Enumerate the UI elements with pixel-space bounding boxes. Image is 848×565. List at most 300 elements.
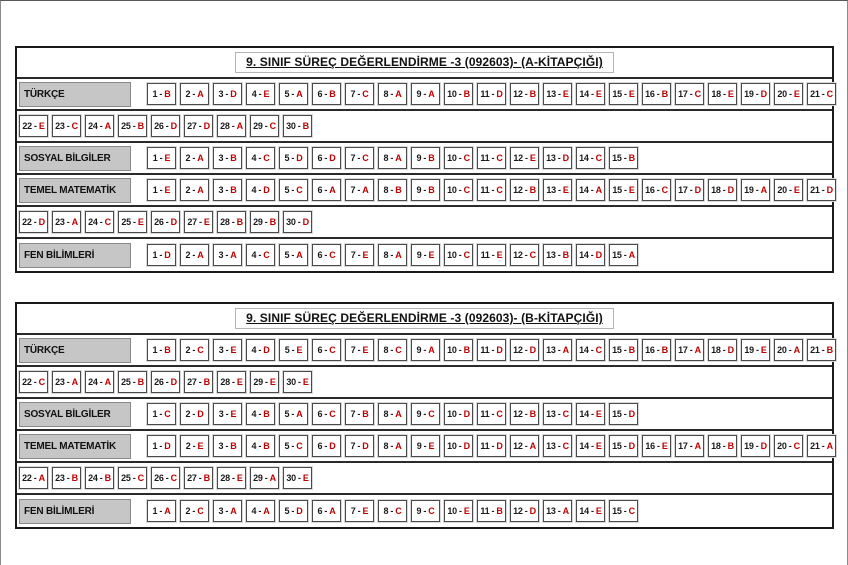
answer-cell	[477, 403, 506, 425]
answer-letter: D	[302, 217, 309, 227]
question-number: 17 -	[678, 345, 695, 355]
answer-letter: C	[395, 345, 402, 355]
answer-letter: B	[263, 441, 270, 451]
answer-letter: D	[362, 441, 369, 451]
answer-letter: C	[197, 506, 204, 516]
question-number: 10 -	[447, 89, 464, 99]
answer-cell	[85, 211, 114, 233]
answer-letter: B	[230, 441, 237, 451]
answer-cell	[184, 115, 213, 137]
answer-cell	[642, 339, 671, 361]
answer-letter: D	[595, 250, 602, 260]
answer-cell	[411, 147, 440, 169]
answer-cell	[741, 435, 770, 457]
question-number: 4 -	[251, 506, 264, 516]
answer-letter: E	[236, 473, 243, 483]
question-number: 1 -	[152, 250, 165, 260]
question-number: 7 -	[350, 409, 363, 419]
answer-letter: A	[395, 250, 402, 260]
answer-letter: C	[104, 217, 111, 227]
answer-cell	[642, 179, 671, 201]
question-number: 13 -	[546, 441, 563, 451]
question-number: 9 -	[416, 185, 429, 195]
question-number: 11 -	[480, 409, 497, 419]
question-number: 14 -	[579, 153, 596, 163]
answer-cell	[477, 147, 506, 169]
subject-row-continuation-line	[17, 111, 832, 143]
subject-row-line	[17, 175, 832, 207]
answer-letter: D	[164, 250, 171, 260]
question-number: 21 -	[810, 185, 827, 195]
answer-letter: A	[296, 409, 303, 419]
question-number: 30 -	[286, 473, 303, 483]
answer-letter: D	[496, 441, 503, 451]
answer-cell	[378, 83, 407, 105]
question-number: 15 -	[612, 441, 629, 451]
answer-letter: C	[562, 441, 569, 451]
answer-letter: B	[203, 377, 210, 387]
answer-letter: C	[826, 89, 833, 99]
answer-cell	[510, 500, 539, 522]
answer-cell	[411, 83, 440, 105]
answer-letter: B	[230, 185, 237, 195]
answer-cell	[19, 115, 48, 137]
answer-cell	[675, 435, 704, 457]
question-number: 15 -	[612, 250, 629, 260]
answer-letter: B	[661, 89, 668, 99]
question-number: 7 -	[350, 441, 363, 451]
answer-letter: D	[203, 121, 210, 131]
answer-cell	[345, 147, 374, 169]
answer-cell	[576, 147, 605, 169]
answer-cell	[312, 179, 341, 201]
question-number: 27 -	[187, 217, 204, 227]
answer-letter: C	[329, 250, 336, 260]
answer-cell	[250, 211, 279, 233]
answer-cell	[543, 179, 572, 201]
answer-letter: D	[38, 217, 45, 227]
question-number: 8 -	[383, 506, 396, 516]
table-title: 9. SINIF SÜREÇ DEĞERLENDİRME -3 (092603)- (B-KİTAPÇIĞI)	[235, 308, 614, 329]
answer-cell	[345, 83, 374, 105]
answer-cell	[180, 244, 209, 266]
answer-letter: C	[263, 250, 270, 260]
answer-cell	[312, 83, 341, 105]
answer-cell	[147, 147, 176, 169]
question-number: 5 -	[284, 250, 297, 260]
answer-cell	[807, 83, 836, 105]
question-number: 1 -	[152, 506, 165, 516]
question-number: 14 -	[579, 250, 596, 260]
question-number: 22 -	[22, 377, 39, 387]
answer-cell	[213, 435, 242, 457]
answer-cell	[444, 403, 473, 425]
answer-letter: A	[236, 121, 243, 131]
answer-cell	[217, 211, 246, 233]
question-number: 2 -	[185, 250, 198, 260]
question-number: 16 -	[645, 89, 662, 99]
answer-cell	[411, 403, 440, 425]
question-number: 12 -	[513, 345, 530, 355]
answer-cell	[510, 403, 539, 425]
question-number: 14 -	[579, 89, 596, 99]
answer-cell	[543, 83, 572, 105]
question-number: 11 -	[480, 250, 497, 260]
question-number: 2 -	[185, 441, 198, 451]
subject-row-line	[17, 143, 832, 175]
answer-letter: E	[137, 217, 144, 227]
question-number: 29 -	[253, 217, 270, 227]
answer-letter: A	[296, 89, 303, 99]
answer-cell	[444, 435, 473, 457]
question-number: 8 -	[383, 441, 396, 451]
question-number: 25 -	[121, 121, 138, 131]
answer-letter: D	[296, 506, 303, 516]
answer-letter: A	[529, 441, 536, 451]
answer-cell	[279, 339, 308, 361]
answer-cell	[180, 147, 209, 169]
question-number: 10 -	[447, 250, 464, 260]
answer-cell	[510, 83, 539, 105]
question-number: 13 -	[546, 506, 563, 516]
answer-letter: C	[137, 473, 144, 483]
answer-letter: A	[71, 217, 78, 227]
answer-letter: C	[562, 409, 569, 419]
answer-letter: C	[496, 153, 503, 163]
answer-cell	[675, 179, 704, 201]
answer-letter: C	[170, 473, 177, 483]
question-number: 4 -	[251, 345, 264, 355]
question-number: 11 -	[480, 441, 497, 451]
answer-letter: C	[496, 409, 503, 419]
question-number: 16 -	[645, 185, 662, 195]
answer-letter: A	[395, 153, 402, 163]
answer-letter: D	[170, 217, 177, 227]
question-number: 25 -	[121, 217, 138, 227]
answer-letter: E	[269, 377, 276, 387]
answer-letter: B	[137, 377, 144, 387]
answer-cell	[576, 500, 605, 522]
answer-letter: A	[562, 345, 569, 355]
answer-cell	[279, 83, 308, 105]
answer-cell	[609, 244, 638, 266]
answer-letter: A	[230, 250, 237, 260]
question-number: 30 -	[286, 121, 303, 131]
question-number: 14 -	[579, 441, 596, 451]
question-number: 12 -	[513, 89, 530, 99]
answer-cell	[477, 339, 506, 361]
answer-cell	[708, 83, 737, 105]
question-number: 26 -	[154, 473, 171, 483]
answer-cell	[609, 339, 638, 361]
answer-cell	[213, 339, 242, 361]
answer-cell	[213, 500, 242, 522]
answer-cell	[642, 435, 671, 457]
subject-label: FEN BİLİMLERİ	[19, 499, 131, 524]
answer-letter: B	[727, 441, 734, 451]
answer-cell	[279, 179, 308, 201]
question-number: 2 -	[185, 153, 198, 163]
answer-letter: D	[463, 409, 470, 419]
answer-cell	[118, 371, 147, 393]
question-number: 28 -	[220, 377, 237, 387]
question-number: 14 -	[579, 345, 596, 355]
answer-cell	[477, 179, 506, 201]
answer-letter: A	[197, 89, 204, 99]
answer-letter: C	[296, 185, 303, 195]
question-number: 1 -	[152, 441, 165, 451]
answer-cell	[675, 339, 704, 361]
question-number: 8 -	[383, 409, 396, 419]
question-number: 13 -	[546, 89, 563, 99]
answer-letter: E	[197, 441, 204, 451]
answer-letter: A	[197, 250, 204, 260]
answer-cell	[250, 371, 279, 393]
answer-cell	[543, 403, 572, 425]
answer-letter: B	[428, 153, 435, 163]
answer-letter: A	[263, 506, 270, 516]
question-number: 12 -	[513, 153, 530, 163]
answer-cell	[741, 339, 770, 361]
question-number: 15 -	[612, 153, 629, 163]
question-number: 1 -	[152, 345, 165, 355]
table-title-row	[17, 48, 832, 79]
question-number: 18 -	[711, 345, 728, 355]
answer-letter: B	[362, 409, 369, 419]
question-number: 15 -	[612, 345, 629, 355]
answer-letter: B	[628, 153, 635, 163]
answer-cell	[250, 115, 279, 137]
answer-cell	[180, 403, 209, 425]
answer-letter: E	[595, 409, 602, 419]
question-number: 7 -	[350, 250, 363, 260]
question-number: 7 -	[350, 89, 363, 99]
answer-letter: A	[197, 153, 204, 163]
question-number: 11 -	[480, 185, 497, 195]
question-number: 5 -	[284, 409, 297, 419]
answer-letter: C	[428, 409, 435, 419]
question-number: 12 -	[513, 409, 530, 419]
answer-cell	[609, 147, 638, 169]
answer-cell	[85, 115, 114, 137]
question-number: 16 -	[645, 345, 662, 355]
answer-cell	[576, 339, 605, 361]
subject-label: SOSYAL BİLGİLER	[19, 402, 131, 427]
answer-letter: B	[628, 345, 635, 355]
question-number: 9 -	[416, 345, 429, 355]
question-number: 24 -	[88, 377, 105, 387]
answer-letter: B	[164, 345, 171, 355]
question-number: 18 -	[711, 89, 728, 99]
answer-cell	[147, 500, 176, 522]
answer-letter: C	[496, 185, 503, 195]
question-number: 17 -	[678, 185, 695, 195]
question-number: 2 -	[185, 185, 198, 195]
answer-cell	[151, 467, 180, 489]
answer-cell	[246, 147, 275, 169]
answer-cell	[279, 435, 308, 457]
answer-cell	[609, 500, 638, 522]
question-number: 1 -	[152, 89, 165, 99]
answer-letter: E	[760, 345, 767, 355]
answer-letter: B	[529, 89, 536, 99]
answer-letter: A	[694, 441, 701, 451]
question-number: 2 -	[185, 506, 198, 516]
answer-letter: A	[395, 89, 402, 99]
answer-letter: B	[661, 345, 668, 355]
table-rows	[17, 335, 832, 527]
answer-cell	[180, 435, 209, 457]
question-number: 28 -	[220, 473, 237, 483]
answer-letter: A	[595, 185, 602, 195]
question-number: 16 -	[645, 441, 662, 451]
question-number: 17 -	[678, 441, 695, 451]
answer-cell	[147, 435, 176, 457]
answer-cell	[411, 244, 440, 266]
answer-cell	[147, 244, 176, 266]
answer-letter: C	[362, 89, 369, 99]
question-number: 3 -	[218, 506, 231, 516]
question-number: 9 -	[416, 153, 429, 163]
answer-letter: C	[463, 250, 470, 260]
answer-cell	[118, 467, 147, 489]
question-number: 4 -	[251, 441, 264, 451]
answer-letter: B	[529, 185, 536, 195]
answer-cell	[180, 339, 209, 361]
answer-cell	[345, 500, 374, 522]
question-number: 29 -	[253, 121, 270, 131]
answer-letter: D	[628, 441, 635, 451]
answer-letter: E	[263, 89, 270, 99]
answer-letter: B	[263, 409, 270, 419]
answer-cell	[52, 211, 81, 233]
answer-cell	[52, 371, 81, 393]
question-number: 23 -	[55, 217, 72, 227]
answer-cell	[807, 435, 836, 457]
answer-cell	[378, 179, 407, 201]
answer-cell	[312, 147, 341, 169]
answer-cell	[576, 83, 605, 105]
question-number: 25 -	[121, 473, 138, 483]
question-number: 27 -	[187, 377, 204, 387]
subject-row-line	[17, 399, 832, 431]
answer-cell	[378, 244, 407, 266]
answer-cell	[213, 244, 242, 266]
answer-cell	[510, 244, 539, 266]
answer-cell	[246, 435, 275, 457]
answer-cell	[444, 500, 473, 522]
answer-cell	[246, 500, 275, 522]
subject-label: TEMEL MATEMATİK	[19, 434, 131, 459]
answer-cell	[19, 467, 48, 489]
answer-cell	[213, 83, 242, 105]
answer-letter: E	[727, 89, 734, 99]
answer-letter: B	[496, 506, 503, 516]
answer-letter: A	[694, 345, 701, 355]
answer-cell	[543, 500, 572, 522]
table-title: 9. SINIF SÜREÇ DEĞERLENDİRME -3 (092603)- (A-KİTAPÇIĞI)	[235, 52, 614, 73]
answer-letter: E	[302, 377, 309, 387]
question-number: 15 -	[612, 89, 629, 99]
answer-letter: D	[263, 185, 270, 195]
question-number: 4 -	[251, 409, 264, 419]
answer-letter: E	[38, 121, 45, 131]
question-number: 12 -	[513, 441, 530, 451]
question-number: 6 -	[317, 506, 330, 516]
answer-letter: C	[463, 185, 470, 195]
answer-cell	[378, 500, 407, 522]
answer-cell	[774, 179, 803, 201]
answer-letter: A	[197, 185, 204, 195]
answer-cell	[147, 83, 176, 105]
answer-letter: A	[428, 345, 435, 355]
answer-cell	[217, 115, 246, 137]
answer-letter: A	[296, 250, 303, 260]
answer-cell	[609, 403, 638, 425]
answer-letter: B	[236, 217, 243, 227]
answer-letter: E	[164, 153, 171, 163]
question-number: 4 -	[251, 153, 264, 163]
question-number: 5 -	[284, 185, 297, 195]
question-number: 6 -	[317, 345, 330, 355]
answer-letter: E	[562, 89, 569, 99]
answer-letter: D	[694, 185, 701, 195]
answer-cell	[180, 179, 209, 201]
question-number: 8 -	[383, 345, 396, 355]
answer-cell	[444, 179, 473, 201]
question-number: 1 -	[152, 153, 165, 163]
answer-letter: D	[529, 506, 536, 516]
answer-cell	[345, 403, 374, 425]
answer-cell	[184, 467, 213, 489]
answer-cell	[774, 83, 803, 105]
answer-letter: D	[164, 441, 171, 451]
subject-row-line	[17, 431, 832, 463]
answer-cell	[411, 339, 440, 361]
table-rows	[17, 79, 832, 271]
answer-cell	[411, 500, 440, 522]
question-number: 12 -	[513, 185, 530, 195]
answer-letter: D	[760, 89, 767, 99]
answer-cell	[283, 371, 312, 393]
question-number: 20 -	[777, 89, 794, 99]
answer-letter: C	[197, 345, 204, 355]
question-number: 23 -	[55, 121, 72, 131]
question-number: 18 -	[711, 441, 728, 451]
answer-letter: C	[463, 153, 470, 163]
answer-letter: C	[395, 506, 402, 516]
question-number: 3 -	[218, 250, 231, 260]
answer-cell	[708, 179, 737, 201]
question-number: 9 -	[416, 506, 429, 516]
question-number: 5 -	[284, 89, 297, 99]
question-number: 22 -	[22, 217, 39, 227]
answer-letter: C	[263, 153, 270, 163]
answer-letter: E	[595, 506, 602, 516]
answer-cell	[543, 147, 572, 169]
answer-letter: E	[628, 89, 635, 99]
question-number: 14 -	[579, 185, 596, 195]
answer-cell	[279, 244, 308, 266]
question-number: 6 -	[317, 153, 330, 163]
answer-letter: B	[164, 89, 171, 99]
answer-cell	[312, 500, 341, 522]
answer-letter: C	[694, 89, 701, 99]
answer-cell	[444, 83, 473, 105]
answer-cell	[576, 435, 605, 457]
question-number: 30 -	[286, 377, 303, 387]
answer-cell	[118, 115, 147, 137]
